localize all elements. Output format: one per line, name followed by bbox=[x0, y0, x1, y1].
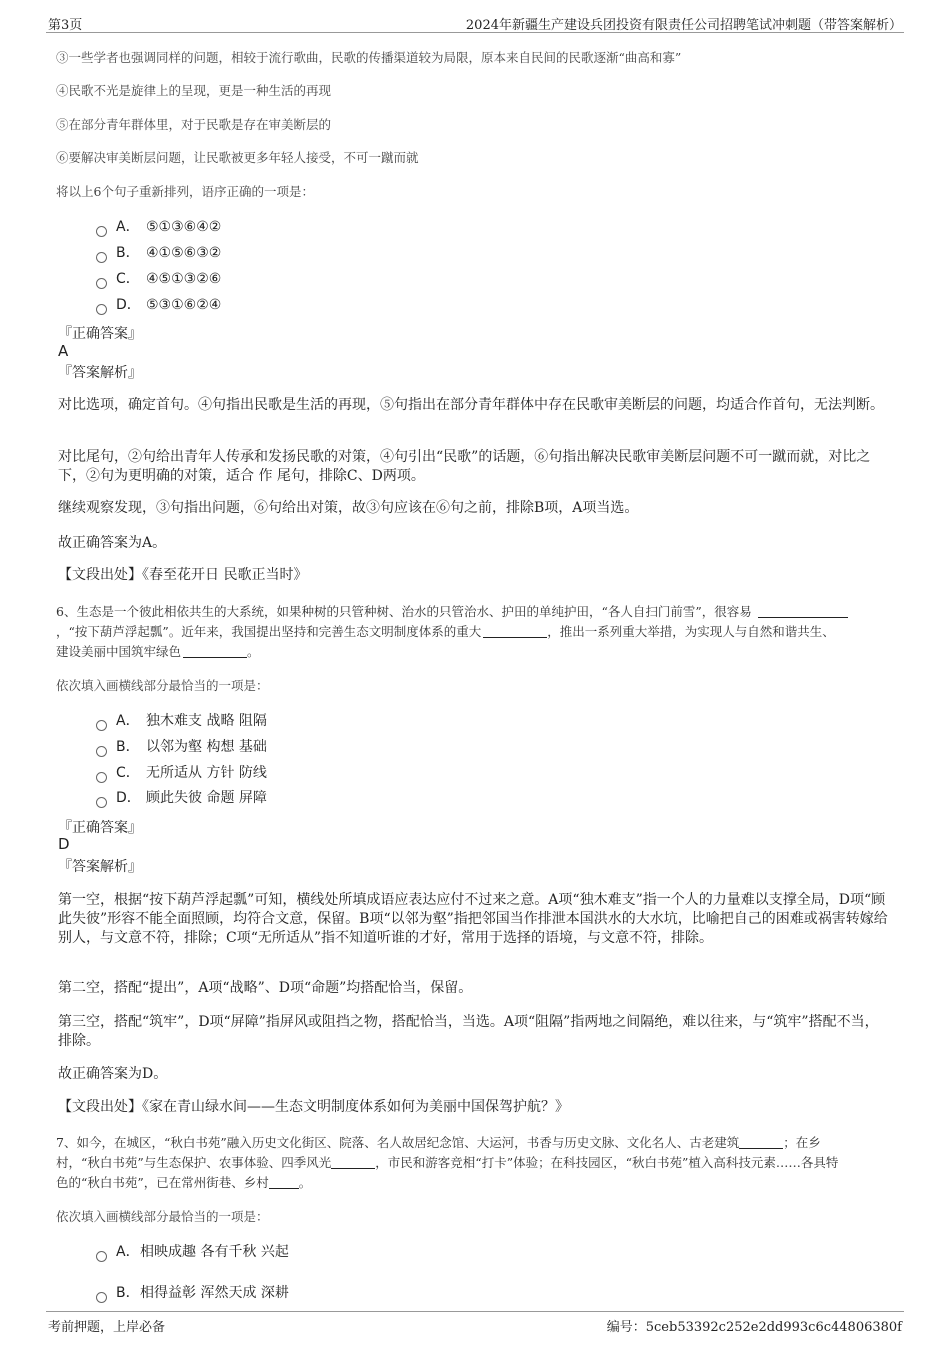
correct-answer: D bbox=[58, 835, 70, 853]
page-number: 第3页 bbox=[48, 18, 83, 33]
option-a[interactable]: A．相映成趣 各有千秋 兴起 bbox=[96, 1242, 289, 1262]
blank-3 bbox=[183, 645, 247, 658]
analysis-paragraph: 对比选项，确定首句。④句指出民歌是生活的再现，⑤句指出在部分青年群体中存在民歌审美断层的问题，均适合作首句，无法判断。 bbox=[58, 397, 884, 413]
analysis-paragraph: 故正确答案为A。 bbox=[58, 535, 167, 551]
sentence-6: ⑥要解决审美断层问题，让民歌被更多年轻人接受，不可一蹴而就 bbox=[56, 150, 419, 165]
option-a[interactable]: A． 独木难支 战略 阻隔 bbox=[96, 711, 267, 731]
sentence-4: ④民歌不光是旋律上的呈现，更是一种生活的再现 bbox=[56, 83, 332, 98]
correct-answer-label: 『正确答案』 bbox=[58, 326, 142, 342]
analysis-paragraph: 第二空，搭配“提出”，A项“战略”、D项“命题”均搭配恰当，保留。 bbox=[58, 980, 473, 996]
radio-icon[interactable] bbox=[96, 304, 107, 315]
option-b[interactable]: B．相得益彰 浑然天成 深耕 bbox=[96, 1283, 289, 1303]
radio-icon[interactable] bbox=[96, 720, 107, 731]
option-c[interactable]: C． 无所适从 方针 防线 bbox=[96, 763, 267, 783]
correct-answer: A bbox=[58, 342, 69, 360]
radio-icon[interactable] bbox=[96, 797, 107, 808]
radio-icon[interactable] bbox=[96, 772, 107, 783]
option-d[interactable]: D． 顾此失彼 命题 屏障 bbox=[96, 788, 267, 808]
document-title: 2024年新疆生产建设兵团投资有限责任公司招聘笔试冲刺题（带答案解析） bbox=[465, 18, 902, 33]
radio-icon[interactable] bbox=[96, 746, 107, 757]
blank-1 bbox=[739, 1136, 783, 1149]
option-d[interactable]: D． ⑤③①⑥②④ bbox=[96, 295, 221, 315]
question-prompt: 将以上6个句子重新排列，语序正确的一项是： bbox=[56, 184, 314, 199]
option-a[interactable]: A． ⑤①③⑥④② bbox=[96, 217, 221, 237]
page-header bbox=[46, 12, 904, 33]
question-6-text: 6、生态是一个彼此相依共生的大系统，如果种树的只管种树、治水的只管治水、护田的单纯护田，“各人自扫门前雪”，很容易 ，“按下葫芦浮起瓢”。近年来，我国提出坚持和完善生态文明制度体系的重大 ，推出一系列重大举措，为实现人与自然和谐共生、 建设美丽中国筑牢绿色 。 bbox=[56, 602, 894, 662]
blank-2 bbox=[483, 625, 547, 638]
analysis-paragraph: 第一空，根据“按下葫芦浮起瓢”可知，横线处所填成语应表达应付不过来之意。A项“独木难支”指一个人的力量难以支撑全局，D项“顾此失彼”形容不能全面照顾，均符合文意，保留。B项“以邻为壑”指把邻国当作排泄本国洪水的大水坑，比喻把自己的困难或祸害转嫁给别人，与文意不符，排除；C项“无所适从”指不知道听谁的才好，常用于选择的语境，与文意不符，排除。 bbox=[58, 892, 888, 946]
page-footer bbox=[46, 1311, 904, 1336]
sentence-5: ⑤在部分青年群体里，对于民歌是存在审美断层的 bbox=[56, 117, 332, 132]
option-c[interactable]: C． ④⑤①③②⑥ bbox=[96, 269, 221, 289]
footer-slogan: 考前押题，上岸必备 bbox=[48, 1320, 166, 1335]
analysis-label: 『答案解析』 bbox=[58, 365, 142, 381]
radio-icon[interactable] bbox=[96, 1251, 107, 1262]
analysis-label: 『答案解析』 bbox=[58, 859, 142, 875]
blank-1 bbox=[758, 605, 848, 618]
correct-answer-label: 『正确答案』 bbox=[58, 820, 142, 836]
question-7-text: 7、如今，在城区，“秋白书苑”融入历史文化街区、院落、名人故居纪念馆、大运河，书香与历史文脉、文化名人、古老建筑 ；在乡 村，“秋白书苑”与生态保护、农事体验、四季风光 ，市民和游客竞相“打卡”体验；在科技园区，“秋白书苑”植入高科技元素……各具特 色的“秋白书苑”，已在常州街巷、乡村 。 bbox=[56, 1135, 839, 1190]
source-citation: 【文段出处】《春至花开日 民歌正当时》 bbox=[58, 567, 308, 583]
analysis-paragraph: 第三空，搭配“筑牢”，D项“屏障”指屏风或阻挡之物，搭配恰当，当选。A项“阻隔”指两地之间隔绝，难以往来，与“筑牢”搭配不当，排除。 bbox=[58, 1014, 879, 1049]
blank-2 bbox=[331, 1156, 375, 1169]
question-prompt: 依次填入画横线部分最恰当的一项是： bbox=[56, 1209, 269, 1224]
option-b[interactable]: B． ④①⑤⑥③② bbox=[96, 243, 221, 263]
analysis-paragraph: 继续观察发现，③句指出问题，⑥句给出对策，故③句应该在⑥句之前，排除B项，A项当选。 bbox=[58, 500, 639, 516]
radio-icon[interactable] bbox=[96, 278, 107, 289]
analysis-paragraph: 故正确答案为D。 bbox=[58, 1066, 168, 1082]
question-prompt: 依次填入画横线部分最恰当的一项是： bbox=[56, 678, 269, 693]
radio-icon[interactable] bbox=[96, 1292, 107, 1303]
blank-3 bbox=[269, 1176, 299, 1189]
radio-icon[interactable] bbox=[96, 226, 107, 237]
option-b[interactable]: B． 以邻为壑 构想 基础 bbox=[96, 737, 267, 757]
document-id: 编号：5ceb53392c252e2dd993c6c44806380f bbox=[606, 1320, 902, 1335]
radio-icon[interactable] bbox=[96, 252, 107, 263]
source-citation: 【文段出处】《家在青山绿水间——生态文明制度体系如何为美丽中国保驾护航？》 bbox=[58, 1099, 569, 1115]
sentence-3: ③一些学者也强调同样的问题，相较于流行歌曲，民歌的传播渠道较为局限，原本来自民间的民歌逐渐“曲高和寡” bbox=[56, 50, 682, 65]
analysis-paragraph: 对比尾句，②句给出青年人传承和发扬民歌的对策，④句引出“民歌”的话题，⑥句指出解决民歌审美断层问题不可一蹴而就，对比之下，②句为更明确的对策，适合 作 尾句，排除C、D两项。 bbox=[58, 449, 871, 484]
